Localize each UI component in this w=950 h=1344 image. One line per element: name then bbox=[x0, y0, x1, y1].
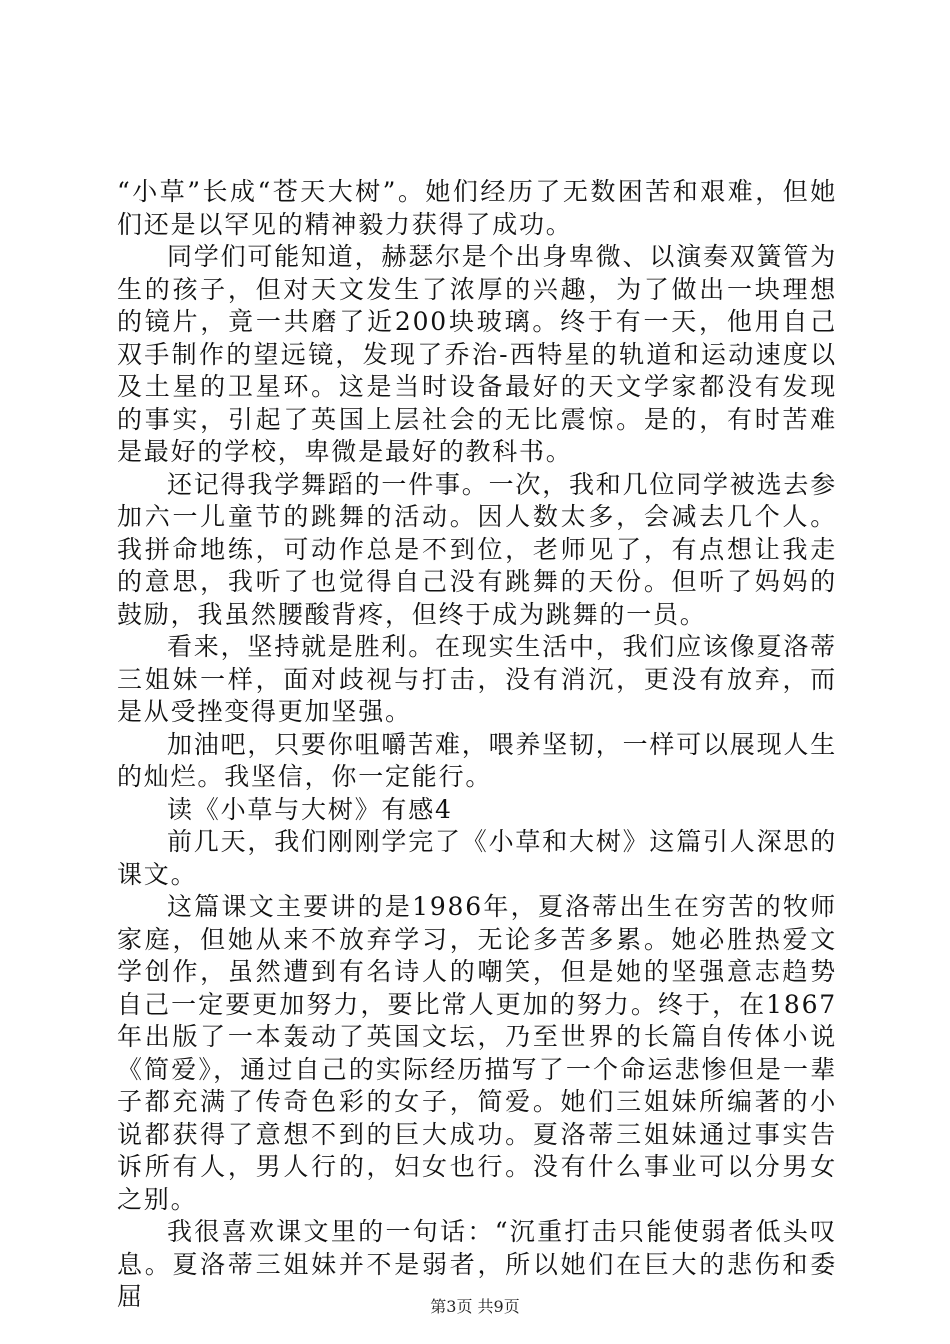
page-number-footer: 第3页 共9页 bbox=[430, 1297, 520, 1316]
paragraph-herschel: 同学们可能知道，赫瑟尔是个出身卑微、以演奏双簧管为生的孩子，但对天文发生了浓厚的兴趣，为了做出一块理想的镜片，竟一共磨了近200块玻璃。终于有一天，他用自己双手制作的望远镜，发现了乔治-西特星的轨道和运动速度以及土星的卫星环。这是当时设备最好的天文学家都没有发现的事实，引起了英国上层社会的无比震惊。是的，有时苦难是最好的学校，卑微是最好的教科书。 bbox=[117, 242, 838, 466]
paragraph-dance-memory: 还记得我学舞蹈的一件事。一次，我和几位同学被选去参加六一儿童节的跳舞的活动。因人数太多，会减去几个人。我拼命地练，可动作总是不到位，老师见了，有点想让我走的意思，我听了也觉得自己没有跳舞的天份。但听了妈妈的鼓励，我虽然腰酸背疼，但终于成为跳舞的一员。 bbox=[117, 469, 838, 629]
paragraph-quote: 我很喜欢课文里的一句话：“沉重打击只能使弱者低头叹息。夏洛蒂三姐妹并不是弱者，所以她们在巨大的悲伤和委屈 bbox=[117, 1217, 837, 1311]
paragraph-encouragement: 加油吧，只要你咀嚼苦难，喂养坚韧，一样可以展现人生的灿烂。我坚信，你一定能行。 bbox=[117, 729, 838, 791]
paragraph-charlotte: 这篇课文主要讲的是1986年，夏洛蒂出生在穷苦的牧师家庭，但她从来不放弃学习，无论多苦多累。她必胜热爱文学创作，虽然遭到有名诗人的嘲笑，但是她的坚强意志趋势自己一定要更加努力，要比常人更加的努力。终于，在1867年出版了一本轰动了英国文坛，乃至世界的长篇自传体小说《简爱》，通过自己的实际经历描写了一个命运悲惨但是一辈子都充满了传奇色彩的女子，简爱。她们三姐妹所编著的小说都获得了意想不到的巨大成功。夏洛蒂三姐妹通过事实告诉所有人，男人行的，妇女也行。没有什么事业可以分男女之别。 bbox=[117, 892, 837, 1214]
document-body bbox=[117, 176, 837, 1314]
paragraph-persistence: 看来，坚持就是胜利。在现实生活中，我们应该像夏洛蒂三姐妹一样，面对歧视与打击，没有消沉，更没有放弃，而是从受挫变得更加坚强。 bbox=[117, 632, 838, 726]
paragraph-continuation: “小草”长成“苍天大树”。她们经历了无数困苦和艰难，但她们还是以罕见的精神毅力获得了成功。 bbox=[117, 177, 837, 239]
section-heading: 读《小草与大树》有感4 bbox=[167, 794, 453, 824]
paragraph-intro: 前几天，我们刚刚学完了《小草和大树》这篇引人深思的课文。 bbox=[117, 827, 838, 889]
